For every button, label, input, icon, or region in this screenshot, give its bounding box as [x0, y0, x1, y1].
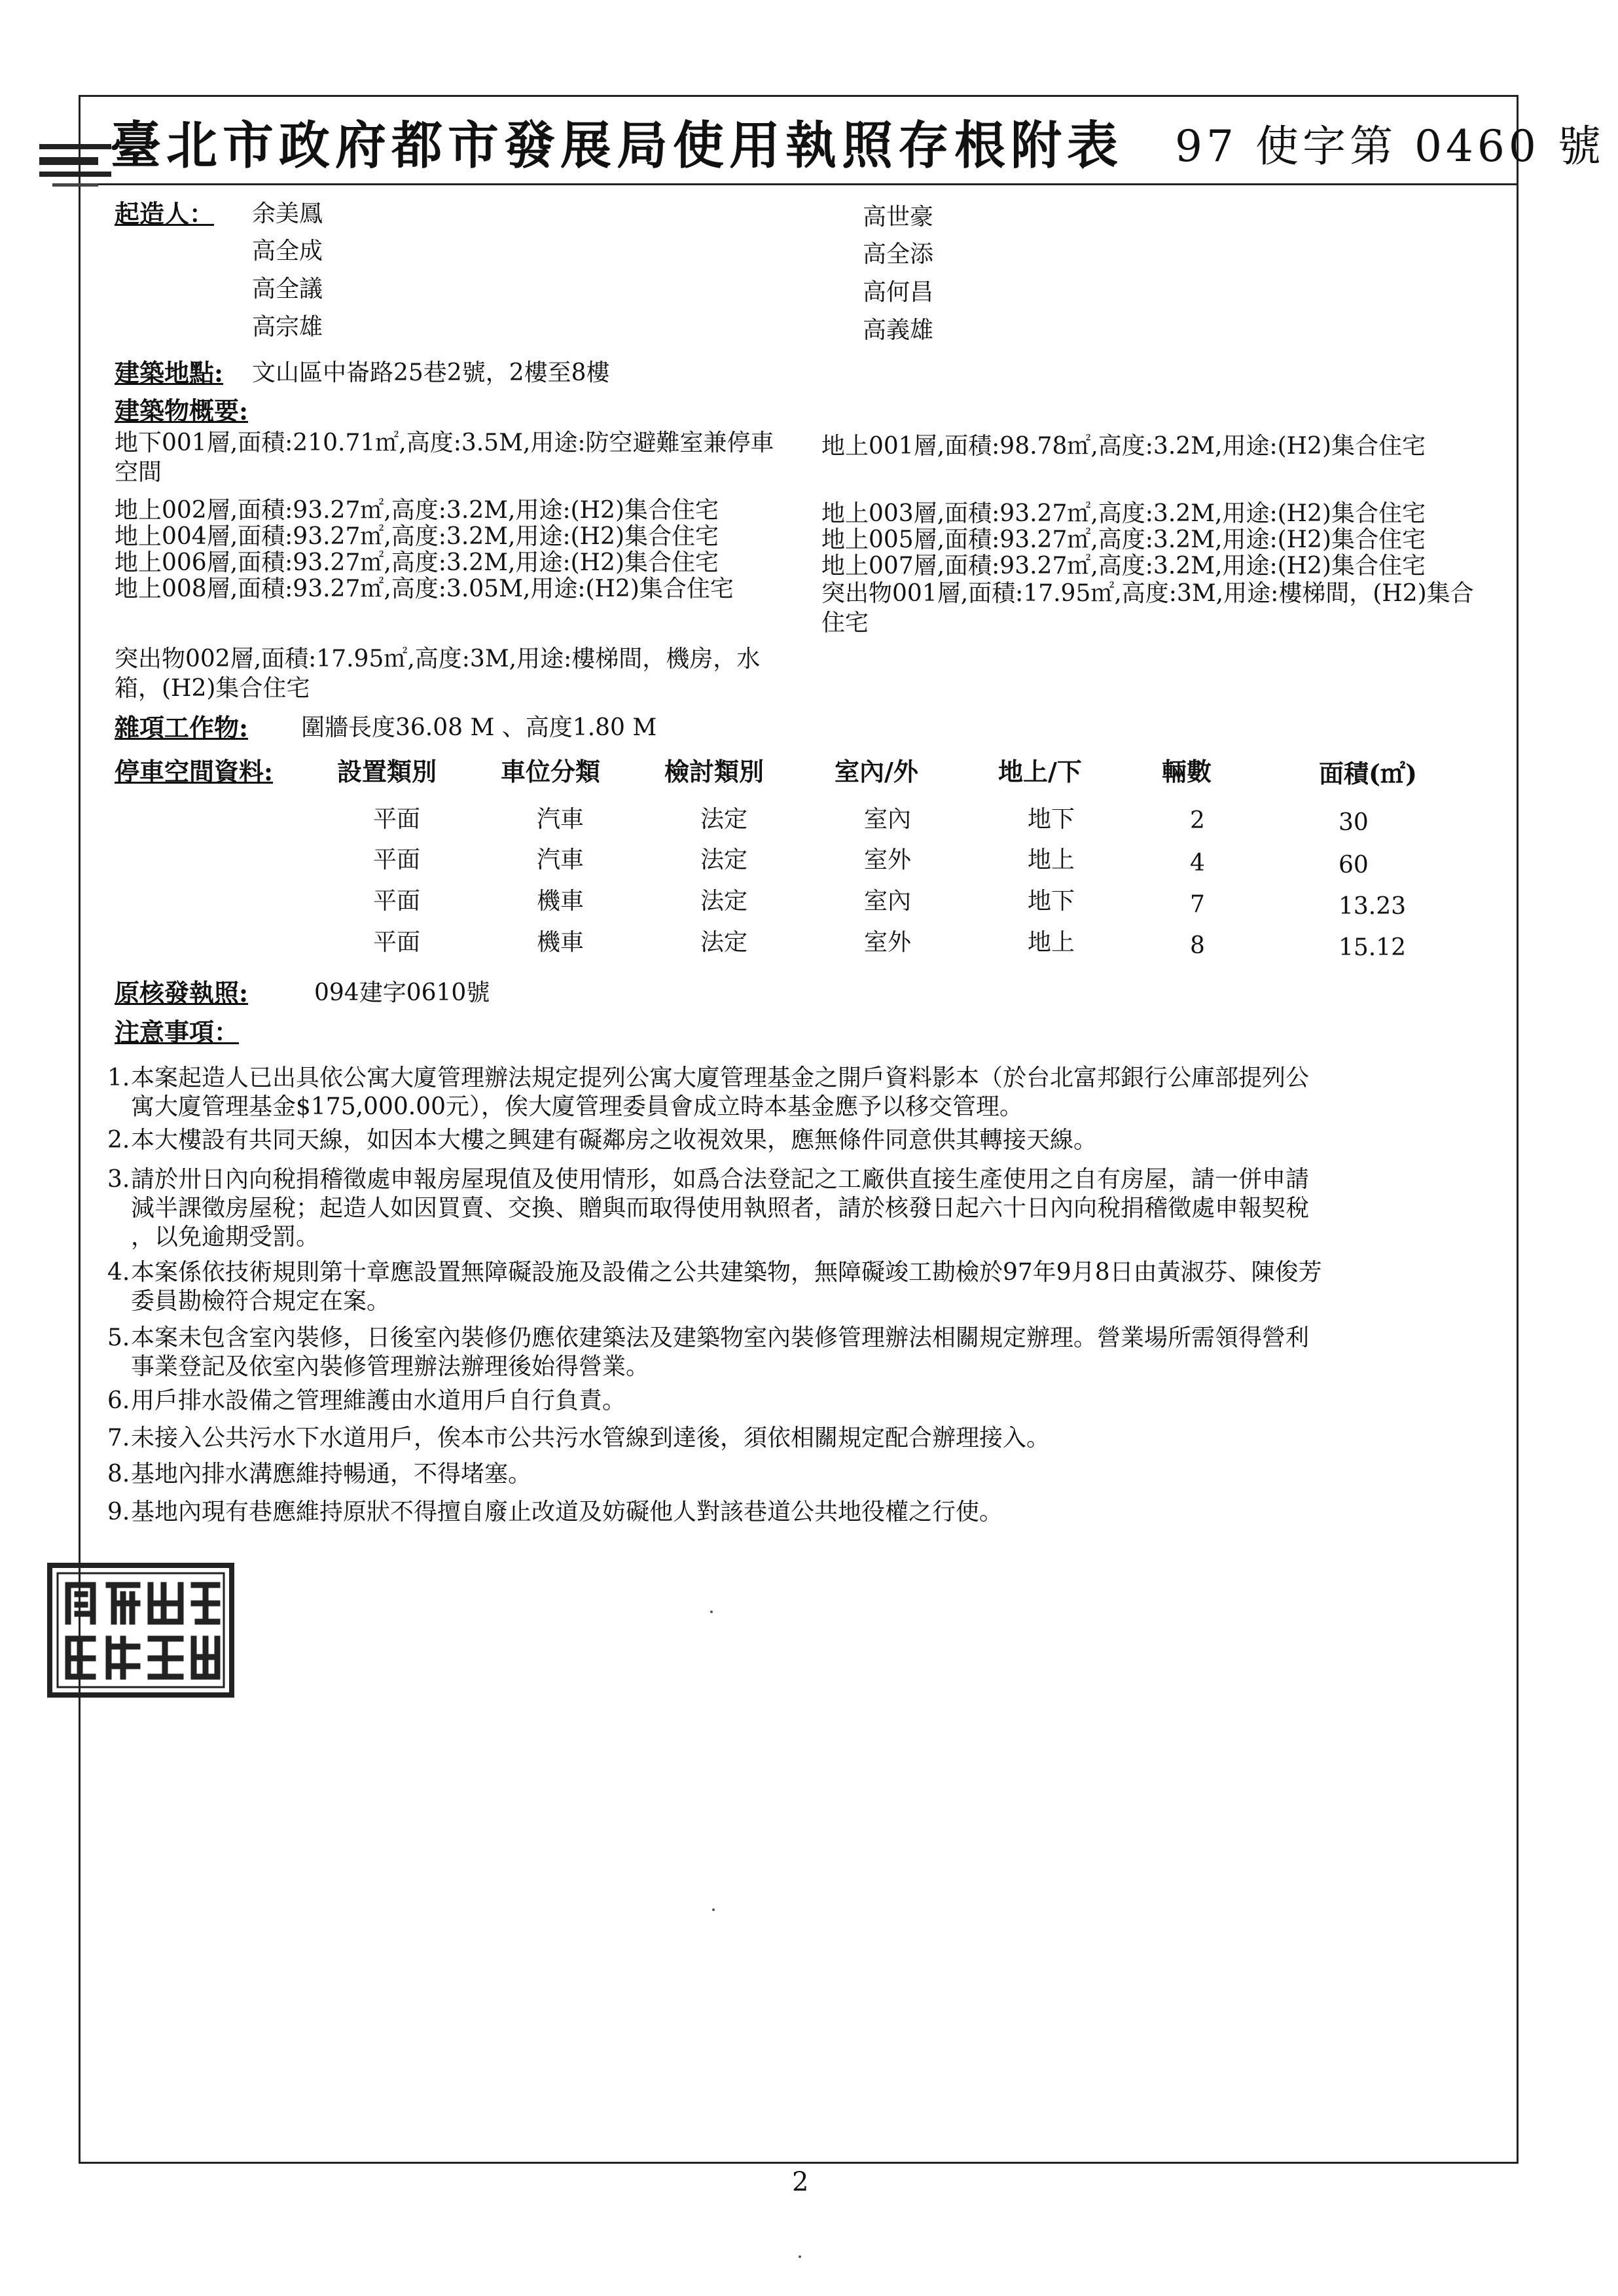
parking-cell: 法定 [700, 888, 748, 915]
permit-number: 97 使字第 0460 號 [1175, 121, 1605, 172]
floor-003: 地上003層,面積:93.27㎡,高度:3.2M,用途:(H2)集合住宅 [821, 500, 1426, 527]
floor-007: 地上007層,面積:93.27㎡,高度:3.2M,用途:(H2)集合住宅 [821, 553, 1426, 579]
site-label: 建築地點: [115, 358, 224, 388]
note-number: 3. [107, 1166, 130, 1193]
note-line: 基地內排水溝應維持暢通，不得堵塞。 [131, 1461, 532, 1487]
parking-cell: 地上 [1028, 929, 1075, 956]
note-number: 2. [107, 1127, 130, 1154]
note-number: 8. [107, 1461, 130, 1487]
parking-label: 停車空間資料: [115, 757, 274, 786]
note-line: 用戶排水設備之管理維護由水道用戶自行負責。 [131, 1387, 626, 1414]
note-line: 本大樓設有共同天線，如因本大樓之興建有礙鄰房之收視效果，應無條件同意供其轉接天線。 [131, 1127, 1098, 1154]
binding-mark-icon [33, 131, 118, 203]
parking-header-category: 車位分類 [501, 757, 601, 786]
site-address: 文山區中崙路25巷2號，2樓至8樓 [252, 359, 610, 386]
builder-name: 高世豪 [863, 204, 934, 230]
note-line: 本案係依技術規則第十章應設置無障礙設施及設備之公共建築物，無障礙竣工勘檢於97年9月8日由黃淑芬、陳俊芳 [131, 1259, 1322, 1286]
document-title: 臺北市政府都市發展局使用執照存根附表 [110, 116, 1124, 175]
parking-cell: 室外 [864, 847, 912, 873]
list-item [107, 1324, 1519, 1381]
note-number: 1. [107, 1065, 130, 1091]
list-item [107, 1387, 1519, 1415]
original-permit-label: 原核發執照: [115, 978, 249, 1008]
note-number: 5. [107, 1324, 130, 1351]
builder-name: 高全成 [252, 238, 323, 264]
parking-cell: 13.23 [1339, 893, 1407, 920]
note-line: ，以免逾期受罰。 [131, 1224, 320, 1250]
misc-works-label: 雜項工作物: [115, 713, 249, 742]
floor-006: 地上006層,面積:93.27㎡,高度:3.2M,用途:(H2)集合住宅 [115, 549, 719, 576]
projection-001: 突出物001層,面積:17.95㎡,高度:3M,用途:樓梯間，(H2)集合 [821, 580, 1474, 607]
scan-speck [712, 1908, 715, 1911]
builder-name: 高何昌 [863, 279, 934, 306]
floor-basement-001: 地下001層,面積:210.71㎡,高度:3.5M,用途:防空避難室兼停車 [115, 429, 774, 456]
parking-cell: 平面 [373, 888, 421, 915]
floor-005: 地上005層,面積:93.27㎡,高度:3.2M,用途:(H2)集合住宅 [821, 526, 1426, 553]
parking-cell: 地下 [1028, 806, 1075, 833]
builder-name: 高全議 [252, 276, 323, 302]
note-line: 請於卅日內向稅捐稽徵處申報房屋現值及使用情形，如爲合法登記之工廠供直接生產使用之自有房屋，請一併申請 [131, 1166, 1310, 1193]
parking-cell: 地下 [1028, 888, 1075, 915]
list-item [107, 1064, 1519, 1121]
parking-header-count: 輛數 [1162, 757, 1212, 786]
parking-cell: 15.12 [1339, 934, 1407, 961]
list-item [107, 1126, 1519, 1155]
list-item [107, 1460, 1519, 1489]
parking-cell: 2 [1190, 807, 1205, 834]
note-line: 本案未包含室內裝修，日後室內裝修仍應依建築法及建築物室內裝修管理辦法相關規定辦理。營業場所需領得營利 [131, 1324, 1310, 1351]
parking-cell: 8 [1190, 932, 1205, 959]
note-line: 未接入公共污水下水道用戶，俟本市公共污水管線到達後，須依相關規定配合辦理接入。 [131, 1425, 1051, 1451]
projection-001-cont: 住宅 [821, 610, 869, 636]
parking-header-setup: 設置類別 [337, 757, 437, 786]
parking-cell: 室內 [864, 806, 912, 833]
note-line: 事業登記及依室內裝修管理辦法辦理後始得營業。 [131, 1353, 650, 1380]
builders-label: 起造人： [115, 199, 215, 228]
notes-label: 注意事項： [115, 1017, 240, 1047]
note-number: 7. [107, 1425, 130, 1451]
parking-cell: 平面 [373, 929, 421, 956]
page-number: 2 [792, 2167, 809, 2197]
floor-basement-001-cont: 空間 [115, 459, 162, 486]
note-number: 9. [107, 1499, 130, 1525]
builder-name: 余美鳳 [252, 200, 323, 227]
parking-cell: 平面 [373, 847, 421, 873]
note-line: 本案起造人已出具依公寓大廈管理辦法規定提列公寓大廈管理基金之開戶資料影本（於台北富邦銀行公庫部提列公 [131, 1065, 1310, 1091]
builder-name: 高義雄 [863, 317, 934, 344]
builder-name: 高全添 [863, 241, 934, 268]
summary-label: 建築物概要: [115, 396, 249, 426]
list-item [107, 1424, 1519, 1453]
floor-004: 地上004層,面積:93.27㎡,高度:3.2M,用途:(H2)集合住宅 [115, 523, 719, 550]
projection-002-cont: 箱，(H2)集合住宅 [115, 675, 310, 702]
floor-002: 地上002層,面積:93.27㎡,高度:3.2M,用途:(H2)集合住宅 [115, 497, 719, 524]
parking-header-review: 檢討類別 [664, 757, 764, 786]
note-line: 基地內現有巷應維持原狀不得擅自廢止改道及妨礙他人對該巷道公共地役權之行使。 [131, 1499, 1003, 1525]
parking-cell: 30 [1339, 809, 1369, 836]
parking-cell: 法定 [700, 929, 748, 956]
parking-cell: 室外 [864, 929, 912, 956]
list-item [107, 1258, 1519, 1316]
parking-cell: 汽車 [537, 847, 584, 873]
note-number: 6. [107, 1387, 130, 1414]
scan-speck [710, 1611, 713, 1613]
list-item [107, 1165, 1519, 1252]
parking-header-level: 地上/下 [998, 757, 1082, 786]
floor-001: 地上001層,面積:98.78㎡,高度:3.2M,用途:(H2)集合住宅 [821, 433, 1426, 460]
list-item [107, 1498, 1519, 1527]
parking-cell: 平面 [373, 806, 421, 833]
parking-header-area: 面積(㎡) [1319, 759, 1417, 788]
builder-name: 高宗雄 [252, 314, 323, 340]
projection-002: 突出物002層,面積:17.95㎡,高度:3M,用途:樓梯間，機房，水 [115, 646, 761, 672]
note-line: 委員勘檢符合規定在案。 [131, 1288, 391, 1315]
parking-cell: 7 [1190, 891, 1205, 918]
parking-cell: 法定 [700, 847, 748, 873]
original-permit-value: 094建字0610號 [314, 979, 490, 1006]
parking-cell: 法定 [700, 806, 748, 833]
parking-cell: 地上 [1028, 847, 1075, 873]
parking-cell: 4 [1190, 850, 1205, 877]
parking-cell: 室內 [864, 888, 912, 915]
parking-cell: 機車 [537, 888, 584, 915]
note-line: 寓大廈管理基金$175,000.00元），俟大廈管理委員會成立時本基金應予以移交管理。 [131, 1093, 1024, 1120]
header-divider [79, 183, 1519, 185]
note-number: 4. [107, 1259, 130, 1286]
parking-cell: 汽車 [537, 806, 584, 833]
note-line: 減半課徵房屋稅；起造人如因買賣、交換、贈與而取得使用執照者，請於核發日起六十日內向稅捐稽徵處申報契稅 [131, 1195, 1310, 1222]
scan-speck [799, 2255, 801, 2258]
parking-cell: 60 [1339, 852, 1369, 879]
parking-cell: 機車 [537, 929, 584, 956]
official-seal-icon [46, 1561, 236, 1699]
floor-008: 地上008層,面積:93.27㎡,高度:3.05M,用途:(H2)集合住宅 [115, 575, 734, 602]
misc-works-value: 圍牆長度36.08 M 、高度1.80 M [301, 714, 657, 741]
parking-header-indoor: 室內/外 [835, 757, 918, 786]
